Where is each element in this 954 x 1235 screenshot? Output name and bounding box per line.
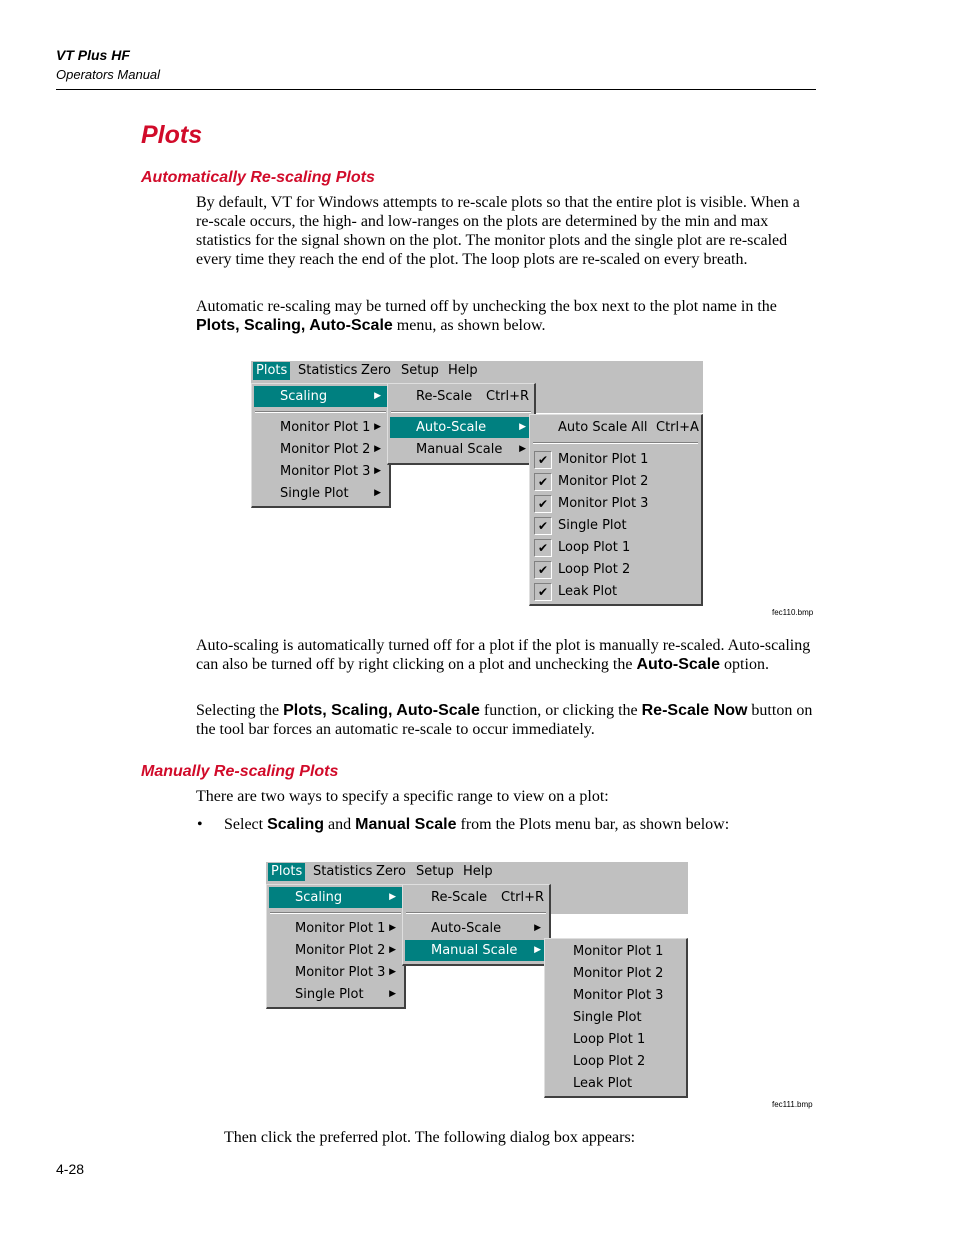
menu-item-manual-loop-plot-2[interactable]: Loop Plot 2 bbox=[573, 1054, 646, 1069]
figure-caption-2: fec111.bmp bbox=[772, 1100, 813, 1109]
menu-item-single-plot[interactable]: Single Plot ▶ bbox=[280, 486, 381, 501]
menu-help[interactable]: Help bbox=[448, 363, 478, 378]
autoscale-submenu bbox=[529, 414, 703, 606]
manual-heading: Manually Re-scaling Plots bbox=[141, 763, 339, 780]
auto-paragraph-4: Selecting the Plots, Scaling, Auto-Scale function, or clicking the Re-Scale Now button on the tool bar forces an automatic re-scale to occur immediately. bbox=[196, 702, 813, 738]
manualscale-submenu bbox=[544, 938, 688, 1098]
scaling-submenu bbox=[387, 383, 536, 465]
bullet: • bbox=[197, 816, 203, 833]
scaling-submenu bbox=[402, 884, 551, 966]
menu-item-autoscale-all[interactable]: Auto Scale All Ctrl+A bbox=[558, 420, 699, 435]
menu-plots[interactable]: Plots bbox=[268, 863, 305, 881]
menu-separator bbox=[406, 912, 546, 914]
menu-item-check-leak-plot[interactable]: ✔ Leak Plot bbox=[532, 581, 699, 602]
check-icon: ✔ bbox=[534, 561, 552, 579]
menu-item-manualscale[interactable]: Manual Scale ▶ bbox=[405, 940, 547, 961]
menu-separator bbox=[270, 912, 401, 914]
header-rule bbox=[56, 89, 816, 90]
check-icon: ✔ bbox=[534, 473, 552, 491]
menu-item-check-monitor-plot-2[interactable]: ✔ Monitor Plot 2 bbox=[532, 471, 699, 492]
menu-help[interactable]: Help bbox=[463, 864, 493, 879]
manual-paragraph-2: Then click the preferred plot. The following dialog box appears: bbox=[224, 1129, 636, 1146]
menu-separator bbox=[533, 442, 698, 444]
menu-item-single-plot[interactable]: Single Plot ▶ bbox=[295, 987, 396, 1002]
menu-item-monitor-plot-2[interactable]: Monitor Plot 2 ▶ bbox=[280, 442, 381, 457]
check-icon: ✔ bbox=[534, 495, 552, 513]
manual-paragraph-1: There are two ways to specify a specific range to view on a plot: bbox=[196, 788, 609, 805]
figure-caption-1: fec110.bmp bbox=[772, 608, 814, 617]
menu-statistics[interactable]: Statistics bbox=[313, 864, 373, 879]
background-area bbox=[551, 884, 688, 914]
menu-bar bbox=[251, 361, 703, 383]
manual-bullet-1: Select Scaling and Manual Scale from the Plots menu bar, as shown below: bbox=[224, 816, 730, 833]
check-icon: ✔ bbox=[534, 451, 552, 469]
auto-paragraph-2: Automatic re-scaling may be turned off by unchecking the box next to the plot name in the Plots, Scaling, Auto-Scale menu, as shown below. bbox=[196, 298, 777, 334]
menu-bar bbox=[266, 862, 688, 884]
background-area bbox=[536, 383, 703, 413]
autoscale-menu-screenshot bbox=[251, 361, 703, 606]
section-title: Plots bbox=[141, 121, 203, 149]
menu-separator bbox=[255, 411, 386, 413]
menu-item-check-single-plot[interactable]: ✔ Single Plot bbox=[532, 515, 699, 536]
menu-item-manual-monitor-plot-1[interactable]: Monitor Plot 1 bbox=[573, 944, 664, 959]
menu-item-monitor-plot-3[interactable]: Monitor Plot 3 ▶ bbox=[295, 965, 396, 980]
auto-paragraph-3: Auto-scaling is automatically turned off for a plot if the plot is manually re-scaled. Auto-scaling can also be turned off by right clicking on a plot and unchecking the Auto-Scale option. bbox=[196, 637, 811, 673]
menu-item-check-monitor-plot-3[interactable]: ✔ Monitor Plot 3 bbox=[532, 493, 699, 514]
check-icon: ✔ bbox=[534, 539, 552, 557]
menu-item-rescale[interactable]: Re-Scale Ctrl+R bbox=[431, 890, 545, 905]
menu-item-scaling[interactable]: Scaling ▶ bbox=[269, 887, 402, 908]
page-number: 4-28 bbox=[56, 1161, 85, 1177]
menu-item-manual-leak-plot[interactable]: Leak Plot bbox=[573, 1076, 633, 1091]
menu-item-check-loop-plot-1[interactable]: ✔ Loop Plot 1 bbox=[532, 537, 699, 558]
menu-item-monitor-plot-3[interactable]: Monitor Plot 3 ▶ bbox=[280, 464, 381, 479]
menu-separator bbox=[391, 411, 531, 413]
menu-item-manual-single-plot[interactable]: Single Plot bbox=[573, 1010, 642, 1025]
auto-paragraph-1: By default, VT for Windows attempts to re-scale plots so that the entire plot is visible. When a re-scale occurs, the high- and low-ranges on the plots are determined by the min and max statistics for the signal shown on the plot. The monitor plots and the single plot are re-scaled every time they reach the end of the plot. The loop plots are re-scaled on every breath. bbox=[196, 194, 800, 268]
menu-item-manualscale[interactable]: Manual Scale ▶ bbox=[416, 442, 526, 457]
menu-item-autoscale[interactable]: Auto-Scale ▶ bbox=[431, 921, 541, 936]
menu-item-monitor-plot-1[interactable]: Monitor Plot 1 ▶ bbox=[295, 921, 396, 936]
menu-zero[interactable]: Zero bbox=[361, 363, 391, 378]
menu-setup[interactable]: Setup bbox=[401, 363, 439, 378]
menu-item-monitor-plot-2[interactable]: Monitor Plot 2 ▶ bbox=[295, 943, 396, 958]
menu-item-manual-monitor-plot-3[interactable]: Monitor Plot 3 bbox=[573, 988, 664, 1003]
check-icon: ✔ bbox=[534, 517, 552, 535]
plots-dropdown bbox=[266, 884, 406, 1009]
check-icon: ✔ bbox=[534, 583, 552, 601]
menu-zero[interactable]: Zero bbox=[376, 864, 406, 879]
manualscale-menu-screenshot bbox=[266, 862, 688, 1098]
menu-item-check-loop-plot-2[interactable]: ✔ Loop Plot 2 bbox=[532, 559, 699, 580]
plots-dropdown bbox=[251, 383, 391, 508]
menu-item-manual-monitor-plot-2[interactable]: Monitor Plot 2 bbox=[573, 966, 664, 981]
running-header-subtitle: Operators Manual bbox=[56, 67, 161, 82]
running-header-title: VT Plus HF bbox=[56, 47, 130, 63]
menu-item-autoscale[interactable]: Auto-Scale ▶ bbox=[390, 417, 532, 438]
menu-item-manual-loop-plot-1[interactable]: Loop Plot 1 bbox=[573, 1032, 646, 1047]
menu-statistics[interactable]: Statistics bbox=[298, 363, 358, 378]
menu-plots[interactable]: Plots bbox=[253, 362, 290, 380]
menu-item-rescale[interactable]: Re-Scale Ctrl+R bbox=[416, 389, 530, 404]
menu-item-check-monitor-plot-1[interactable]: ✔ Monitor Plot 1 bbox=[532, 449, 699, 470]
auto-heading: Automatically Re-scaling Plots bbox=[141, 169, 375, 186]
menu-setup[interactable]: Setup bbox=[416, 864, 454, 879]
menu-item-scaling[interactable]: Scaling ▶ bbox=[254, 386, 387, 407]
menu-item-monitor-plot-1[interactable]: Monitor Plot 1 ▶ bbox=[280, 420, 381, 435]
